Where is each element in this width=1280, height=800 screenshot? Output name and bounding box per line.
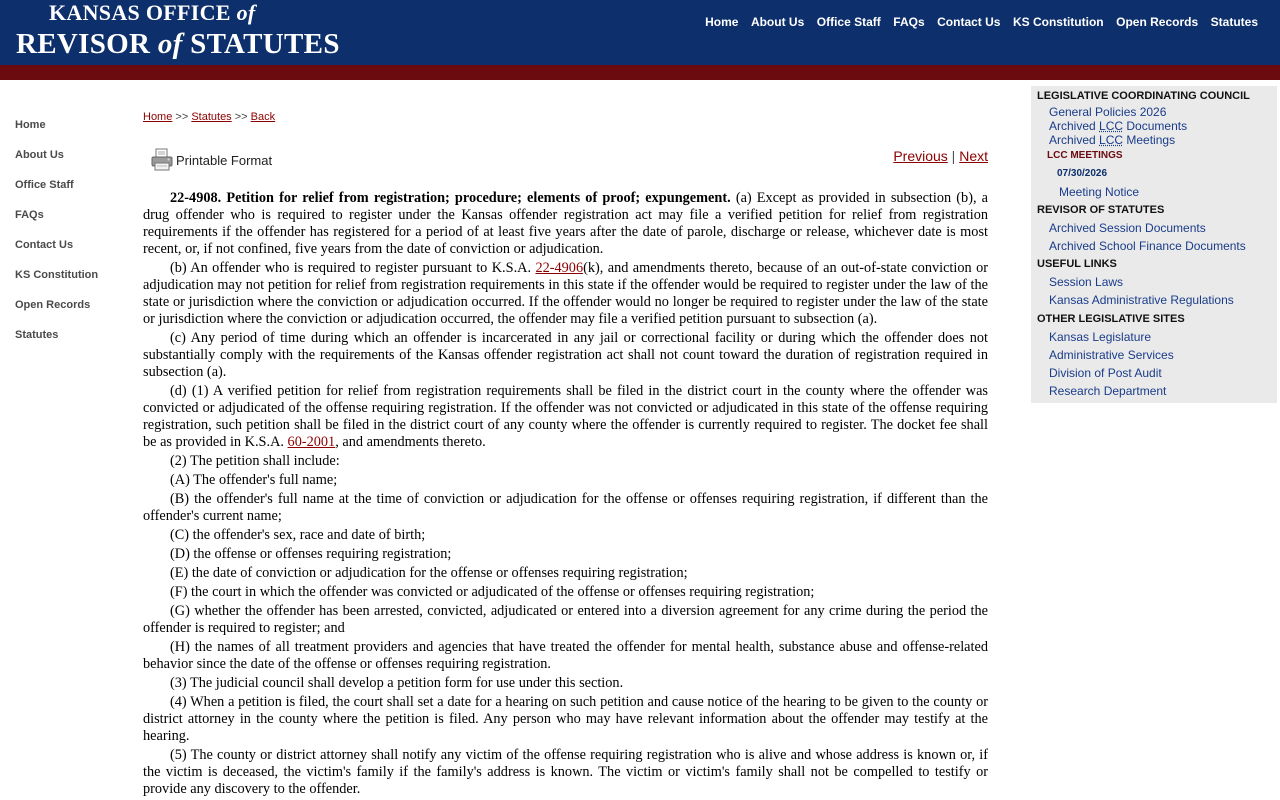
- top-nav-contact-us[interactable]: Contact Us: [937, 15, 1001, 29]
- statute-item-A: (A) The offender's full name;: [170, 472, 338, 488]
- research-department-link[interactable]: Research Department: [1049, 384, 1167, 398]
- statute-item-D: (D) the offense or offenses requiring registration;: [170, 546, 452, 562]
- lcc-abbr: LCC: [1099, 119, 1124, 133]
- link-text: Meetings: [1123, 133, 1176, 147]
- statute-item-G: (G) whether the offender has been arrested, convicted, adjudicated or entered into a diversion agreement for any crime during the period the offender is required to register; and: [143, 603, 988, 636]
- statute-paragraph: [143, 260, 988, 328]
- left-nav-home[interactable]: Home: [15, 119, 46, 131]
- statute-item-E: (E) the date of conviction or adjudication for the offense or offenses requiring registration;: [170, 565, 688, 581]
- logo-statutes: STATUTES: [190, 28, 340, 60]
- link-text: Archived: [1049, 119, 1100, 133]
- statute-text-run: (d) (1) A verified petition for relief from registration requirements shall be filed in the district court in the county where the offender was convicted or adjudicated of the offense requiring registration. If the offender was not convicted or adjudicated in this state of the offense requiring registration, such petition shall be filed in the district court of any county where the offender is currently required to register. The docket fee shall be as provided in K.S.A.: [143, 383, 988, 450]
- printable-format-link[interactable]: [151, 148, 272, 172]
- statute-subsection-d3: (3) The judicial council shall develop a petition form for use under this section.: [170, 675, 624, 691]
- statute-text-run: (b) An offender who is required to register pursuant to K.S.A.: [170, 260, 536, 276]
- statute-subsection-d2: (2) The petition shall include:: [170, 453, 340, 469]
- breadcrumb: [143, 111, 275, 123]
- lcc-meeting-date: 07/30/2026: [1057, 168, 1108, 179]
- header-accent-bar: [0, 65, 1280, 80]
- lcc-meetings-subheading: LCC MEETINGS: [1047, 150, 1123, 161]
- kansas-legislature-link[interactable]: Kansas Legislature: [1049, 330, 1152, 344]
- logo-of: of: [236, 0, 256, 25]
- prev-next-separator: |: [951, 148, 956, 164]
- lcc-abbr: LCC: [1099, 133, 1124, 147]
- session-laws-link[interactable]: Session Laws: [1049, 275, 1124, 289]
- statute-text: [143, 190, 988, 800]
- breadcrumb-back-link[interactable]: Back: [250, 111, 276, 123]
- statute-text-run: , and amendments thereto.: [335, 434, 486, 450]
- top-nav-office-staff[interactable]: Office Staff: [816, 15, 881, 29]
- statute-paragraph: [143, 383, 988, 451]
- link-text: Archived: [1049, 133, 1100, 147]
- next-link[interactable]: Next: [959, 148, 988, 164]
- statute-subsection-d5: (5) The county or district attorney shall notify any victim of the offense requiring registration who is alive and whose address is known or, if the victim is deceased, the victim's family if the family's address is known. The victim or victim's family shall not be compelled to testify or provide any discovery to the offender.: [143, 747, 988, 797]
- statute-text-run: (k), and amendments thereto, because of an out-of-state conviction or adjudication may not petition for relief from registration requirements in this state if the offender would be required to register under the law of the state or jurisdiction where the conviction or adjudication occurred. If the offender would no longer be required to register under the law of the state or jurisdiction where the conviction or adjudication occurred, the offender may file a verified petition pursuant to subsection (a).: [143, 260, 988, 327]
- revisor-heading: REVISOR OF STATUTES: [1037, 204, 1165, 216]
- top-nav-open-records[interactable]: Open Records: [1116, 15, 1199, 29]
- lcc-general-policies-link[interactable]: General Policies 2026: [1049, 105, 1167, 119]
- left-nav: [15, 118, 135, 358]
- link-text: Documents: [1123, 119, 1188, 133]
- breadcrumb-separator: >>: [234, 111, 248, 123]
- other-sites-heading: OTHER LEGISLATIVE SITES: [1037, 313, 1185, 325]
- statute-paragraph: [143, 190, 988, 258]
- printer-icon: [151, 148, 173, 172]
- statute-subsection-d4: (4) When a petition is filed, the court shall set a date for a hearing on such petition and cause notice of the hearing to be given to the county or district attorney in the county where the petition is filed. Any person who may have relevant information about the offender may testify at the hearing.: [143, 694, 988, 744]
- top-nav-about-us[interactable]: About Us: [750, 15, 805, 29]
- left-nav-office-staff[interactable]: Office Staff: [15, 179, 74, 191]
- useful-links-heading: USEFUL LINKS: [1037, 258, 1117, 270]
- top-nav-statutes[interactable]: Statutes: [1210, 15, 1258, 29]
- lcc-heading: LEGISLATIVE COORDINATING COUNCIL: [1037, 90, 1250, 102]
- left-nav-about-us[interactable]: About Us: [15, 149, 64, 161]
- left-nav-ks-constitution[interactable]: KS Constitution: [15, 269, 99, 281]
- breadcrumb-home-link[interactable]: Home: [143, 111, 173, 123]
- logo-kansas-office: KANSAS OFFICE: [49, 0, 231, 25]
- statute-item-B: (B) the offender's full name at the time of conviction or adjudication for the offense or offenses requiring registration, if different than the offender's current name;: [143, 491, 988, 524]
- previous-link[interactable]: Previous: [893, 148, 948, 164]
- left-nav-faqs[interactable]: FAQs: [15, 209, 44, 221]
- breadcrumb-statutes-link[interactable]: Statutes: [191, 111, 232, 123]
- administrative-services-link[interactable]: Administrative Services: [1049, 348, 1174, 362]
- right-sidebar: [1031, 86, 1277, 403]
- statute-subsection-a: (a) Except as provided in subsection (b), a drug offender who is required to register under the Kansas offender registration act may file a verified petition for relief from registration requirements if the offender has registered for a period of at least five years after the date of parole, discharge or release, whichever date is most recent, or, if not confined, five years from the date of conviction or adjudication.: [143, 190, 988, 257]
- statute-item-C: (C) the offender's sex, race and date of birth;: [170, 527, 426, 543]
- archived-lcc-meetings-link[interactable]: [1049, 133, 1175, 147]
- site-header: [0, 0, 1280, 65]
- ksa-60-2001-link[interactable]: 60-2001: [287, 434, 336, 450]
- ksa-22-4906-link[interactable]: 22-4906: [535, 260, 584, 276]
- archived-session-documents-link[interactable]: Archived Session Documents: [1049, 221, 1206, 235]
- logo-of: of: [157, 28, 183, 60]
- kansas-admin-regulations-link[interactable]: Kansas Administrative Regulations: [1049, 293, 1234, 307]
- archived-school-finance-link[interactable]: Archived School Finance Documents: [1049, 239, 1246, 253]
- top-nav: [693, 15, 1258, 29]
- top-nav-home[interactable]: Home: [705, 15, 739, 29]
- logo-revisor: REVISOR: [16, 28, 151, 60]
- breadcrumb-separator: >>: [175, 111, 189, 123]
- left-nav-open-records[interactable]: Open Records: [15, 299, 91, 311]
- top-nav-faqs[interactable]: FAQs: [893, 15, 925, 29]
- left-nav-statutes[interactable]: Statutes: [15, 329, 59, 341]
- meeting-notice-link[interactable]: Meeting Notice: [1059, 185, 1140, 199]
- left-nav-contact-us[interactable]: Contact Us: [15, 239, 74, 251]
- archived-lcc-documents-link[interactable]: [1049, 119, 1187, 133]
- top-nav-ks-constitution[interactable]: KS Constitution: [1012, 15, 1104, 29]
- statute-heading: 22-4908. Petition for relief from registration; procedure; elements of proof; expungement.: [170, 190, 731, 206]
- post-audit-link[interactable]: Division of Post Audit: [1049, 366, 1162, 380]
- printable-format-label: Printable Format: [176, 152, 273, 168]
- statute-subsection-c: (c) Any period of time during which an offender is incarcerated in any jail or correctional facility or during which the offender does not substantially comply with the requirements of the Kansas offender registration act shall not count toward the duration of registration required in subsection (a).: [143, 330, 988, 380]
- statute-item-H: (H) the names of all treatment providers and agencies that have treated the offender for mental health, substance abuse and offense-related behavior since the date of the offense or offenses requiring registration.: [143, 639, 988, 672]
- prev-next-nav: [893, 148, 988, 164]
- statute-item-F: (F) the court in which the offender was convicted or adjudicated of the offense or offenses requiring registration;: [170, 584, 815, 600]
